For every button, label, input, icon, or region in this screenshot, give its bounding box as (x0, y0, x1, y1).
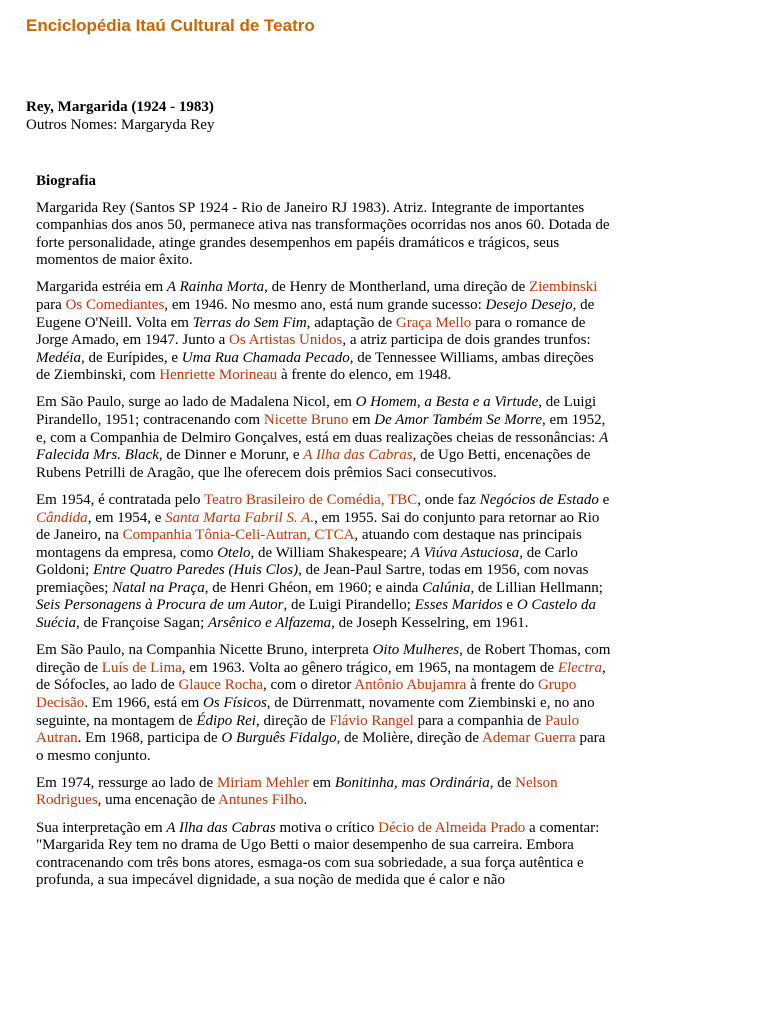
text-run: para o romance de Jorge Amado, em 1947. Junto a (36, 314, 586, 349)
biography-paragraph (36, 642, 611, 765)
reference-link[interactable]: Os Comediantes (65, 296, 165, 313)
work-title: Desejo (530, 296, 573, 313)
work-title: Medéia (36, 349, 81, 366)
reference-link[interactable]: Antônio Abujamra (354, 677, 467, 694)
reference-link[interactable]: Paulo Autran (36, 712, 580, 747)
text-run: , de Robert Thomas, com direção de (36, 642, 611, 676)
work-title: O Castelo da Suécia (36, 597, 596, 632)
work-title: Negócios de Estado (479, 491, 599, 508)
reference-link[interactable]: Flávio Rangel (329, 712, 414, 729)
text-run: , de Molière, direção de (336, 730, 483, 747)
reference-link[interactable]: Luís de Lima (101, 659, 182, 676)
reference-link[interactable]: Graça Mello (395, 314, 472, 331)
text-run: , de Dürrenmatt, novamente com Ziembinski e, no ano seguinte, na montagem de (36, 694, 595, 729)
work-title: A Rainha Morta (166, 279, 265, 296)
text-run: em (348, 412, 375, 429)
work-title: A Viúva Astuciosa (410, 544, 520, 561)
biography-paragraph (36, 200, 611, 270)
text-run: , direção de (255, 712, 330, 729)
biography-paragraph (36, 492, 611, 633)
text-run: . (303, 792, 308, 809)
text-run: Margarida Rey (Santos SP 1924 - Rio de Janeiro RJ 1983). Atriz. Integrante de importantes companhias dos anos 50, permanece ativa nas transformações ocorridas nos anos 60. Dotada de forte personalidade, atinge grandes desempenhos em papéis dramáticos e trágicos, seus momentos de maior êxito. (36, 199, 610, 269)
work-title: Os Físicos (203, 694, 267, 711)
work-title: Entre Quatro Paredes (Huis Clos) (93, 562, 299, 579)
work-title: Édipo Rei (196, 712, 256, 729)
biography-paragraphs (36, 200, 611, 890)
other-names: Outros Nomes: Margaryda Rey (26, 117, 215, 133)
text-run: para (36, 296, 66, 313)
text-run: , em 1952, e, com a Companhia de Delmiro Gonçalves, está em duas realizações cheias de ressonâncias: (36, 412, 606, 446)
work-title: Uma Rua Chamada Pecado (181, 349, 350, 366)
text-run: e (502, 597, 517, 614)
work-title: Calúnia, (422, 579, 475, 596)
reference-link[interactable]: Glauce Rocha (178, 677, 264, 694)
text-run: , onde faz (417, 491, 480, 508)
text-run: , atuando com destaque nas principais montagens da empresa, como (36, 527, 582, 561)
text-run: , com o diretor (263, 677, 355, 694)
work-title: O Burguês Fidalgo (221, 730, 337, 747)
reference-link[interactable]: Companhia Tônia-Celi-Autran, CTCA (122, 527, 355, 544)
text-run: de Lillian Hellmann; (474, 579, 603, 596)
text-run: e (598, 491, 610, 508)
text-run: , de Eurípides, e (80, 349, 182, 366)
reference-link[interactable]: Electra (557, 659, 602, 676)
work-title: Otelo (217, 544, 251, 561)
reference-link[interactable]: Décio de Almeida Prado (378, 819, 526, 836)
work-title: Natal na Praça (112, 579, 205, 596)
text-run: , em 1963. Volta ao gênero trágico, em 1965, na montagem de (181, 659, 558, 676)
text-run: para a companhia de (413, 712, 546, 729)
work-title: Esses Maridos (414, 597, 503, 614)
text-run: , de Dinner e Morunr, e (158, 447, 304, 464)
text-run: motiva o crítico (275, 819, 379, 836)
text-run: , de Sófocles, ao lado de (36, 659, 606, 694)
text-run: . Em 1968, participa de (77, 730, 222, 747)
biography-section (36, 172, 611, 899)
text-run: , a atriz participa de dois grandes trunfos: (342, 332, 591, 349)
text-run: para o mesmo conjunto. (36, 730, 606, 764)
biography-paragraph (36, 775, 611, 810)
text-run: , de William Shakespeare; (250, 544, 411, 561)
text-run: a comentar: "Margarida Rey tem no drama de Ugo Betti o maior desempenho de sua carreira. Embora contracenando com três bons atores, esmaga-os com sua sobriedade, a sua força autêntica e profunda, a sua impecável dignidade, a sua noção de medida que é calor e não (36, 819, 600, 889)
text-run: , de Carlo Goldoni; (36, 544, 578, 579)
work-title: O Homem, a Besta e a Virtude (355, 394, 539, 411)
text-run: Sua interpretação em (36, 819, 167, 836)
text-run: , de Luigi Pirandello, 1951; contracenando com (36, 394, 597, 429)
text-run: , de Luigi Pirandello; (283, 597, 415, 614)
text-run: , uma encenação de (97, 792, 219, 809)
site-title: Enciclopédia Itaú Cultural de Teatro (26, 16, 315, 35)
text-run: , de Tennessee Williams, ambas direções de Ziembinski, com (36, 349, 594, 384)
reference-link[interactable]: Cândida (36, 509, 88, 526)
text-run: à frente do elenco, em 1948. (277, 367, 452, 384)
text-run: , em 1954, e (87, 509, 166, 526)
text-run: , em 1955. Sai do conjunto para retornar ao Rio de Janeiro, na (36, 509, 600, 544)
work-title: Terras do Sem Fim (192, 314, 307, 331)
reference-link[interactable]: Santa Marta Fabril S. A. (165, 509, 315, 526)
work-title: De Amor Também Se Morre (374, 412, 543, 429)
work-title: A Falecida Mrs. Black (36, 429, 609, 464)
reference-link[interactable]: Miriam Mehler (216, 774, 309, 791)
reference-link[interactable]: Teatro Brasileiro de Comédia, TBC (204, 491, 418, 508)
reference-link[interactable]: Os Artistas Unidos (229, 332, 343, 349)
text-run: , de Henry de Montherland, uma direção de (264, 279, 530, 296)
text-run: em (309, 774, 335, 791)
text-run: , de Françoise Sagan; (75, 615, 209, 632)
text-run: , de Joseph Kesselring, em 1961. (331, 615, 529, 632)
section-heading: Biografia (36, 173, 96, 189)
work-title: Seis Personagens à Procura de um Autor (36, 597, 284, 614)
work-title: Bonitinha, mas Ordinária (334, 774, 490, 791)
entry-title: Rey, Margarida (1924 - 1983) (26, 99, 214, 115)
text-run: , adaptação de (306, 314, 396, 331)
text-run: . Em 1966, está em (84, 694, 204, 711)
work-title: Arsênico e Alfazema (208, 615, 332, 632)
text-run: , de Jean-Paul Sartre, todas em 1956, com novas premiações; (36, 562, 589, 596)
text-run: à frente do (466, 677, 538, 694)
reference-link[interactable]: A Ilha das Cabras (303, 447, 413, 464)
reference-link[interactable]: Ziembinski (529, 279, 598, 296)
reference-link[interactable]: Ademar Guerra (482, 730, 576, 747)
biography-paragraph (36, 820, 611, 890)
entry-header (26, 98, 214, 134)
reference-link[interactable]: Grupo Decisão (36, 677, 577, 711)
work-title: A Ilha das Cabras (166, 819, 276, 836)
text-run: Em 1974, ressurge ao lado de (36, 774, 217, 791)
work-title: Oito Mulheres (372, 642, 460, 659)
text-run: , em 1946. No mesmo ano, está num grande sucesso: (164, 296, 486, 313)
text-run: Em São Paulo, na Companhia Nicette Bruno, interpreta (36, 642, 373, 659)
text-run: , de Eugene O'Neill. Volta em (36, 296, 595, 331)
biography-paragraph (36, 394, 611, 482)
reference-link[interactable]: Nicette Bruno (263, 412, 349, 429)
reference-link[interactable]: Henriette Morineau (159, 367, 278, 384)
text-run: Margarida estréia em (36, 279, 167, 296)
text-run: Em 1954, é contratada pelo (36, 491, 205, 508)
text-run: , de (489, 774, 516, 791)
text-run: Em São Paulo, surge ao lado de Madalena Nicol, em (36, 394, 356, 411)
biography-paragraph (36, 279, 611, 385)
reference-link[interactable]: Antunes Filho (218, 792, 304, 809)
reference-link[interactable]: Nelson Rodrigues (36, 774, 558, 809)
text-run: , de Henri Ghéon, em 1960; e ainda (204, 579, 423, 596)
text-run: , de Ugo Betti, encenações de Rubens Petrilli de Aragão, que lhe oferecem dois prêmios Saci consecutivos. (36, 447, 591, 481)
work-title: Desejo (485, 296, 528, 313)
